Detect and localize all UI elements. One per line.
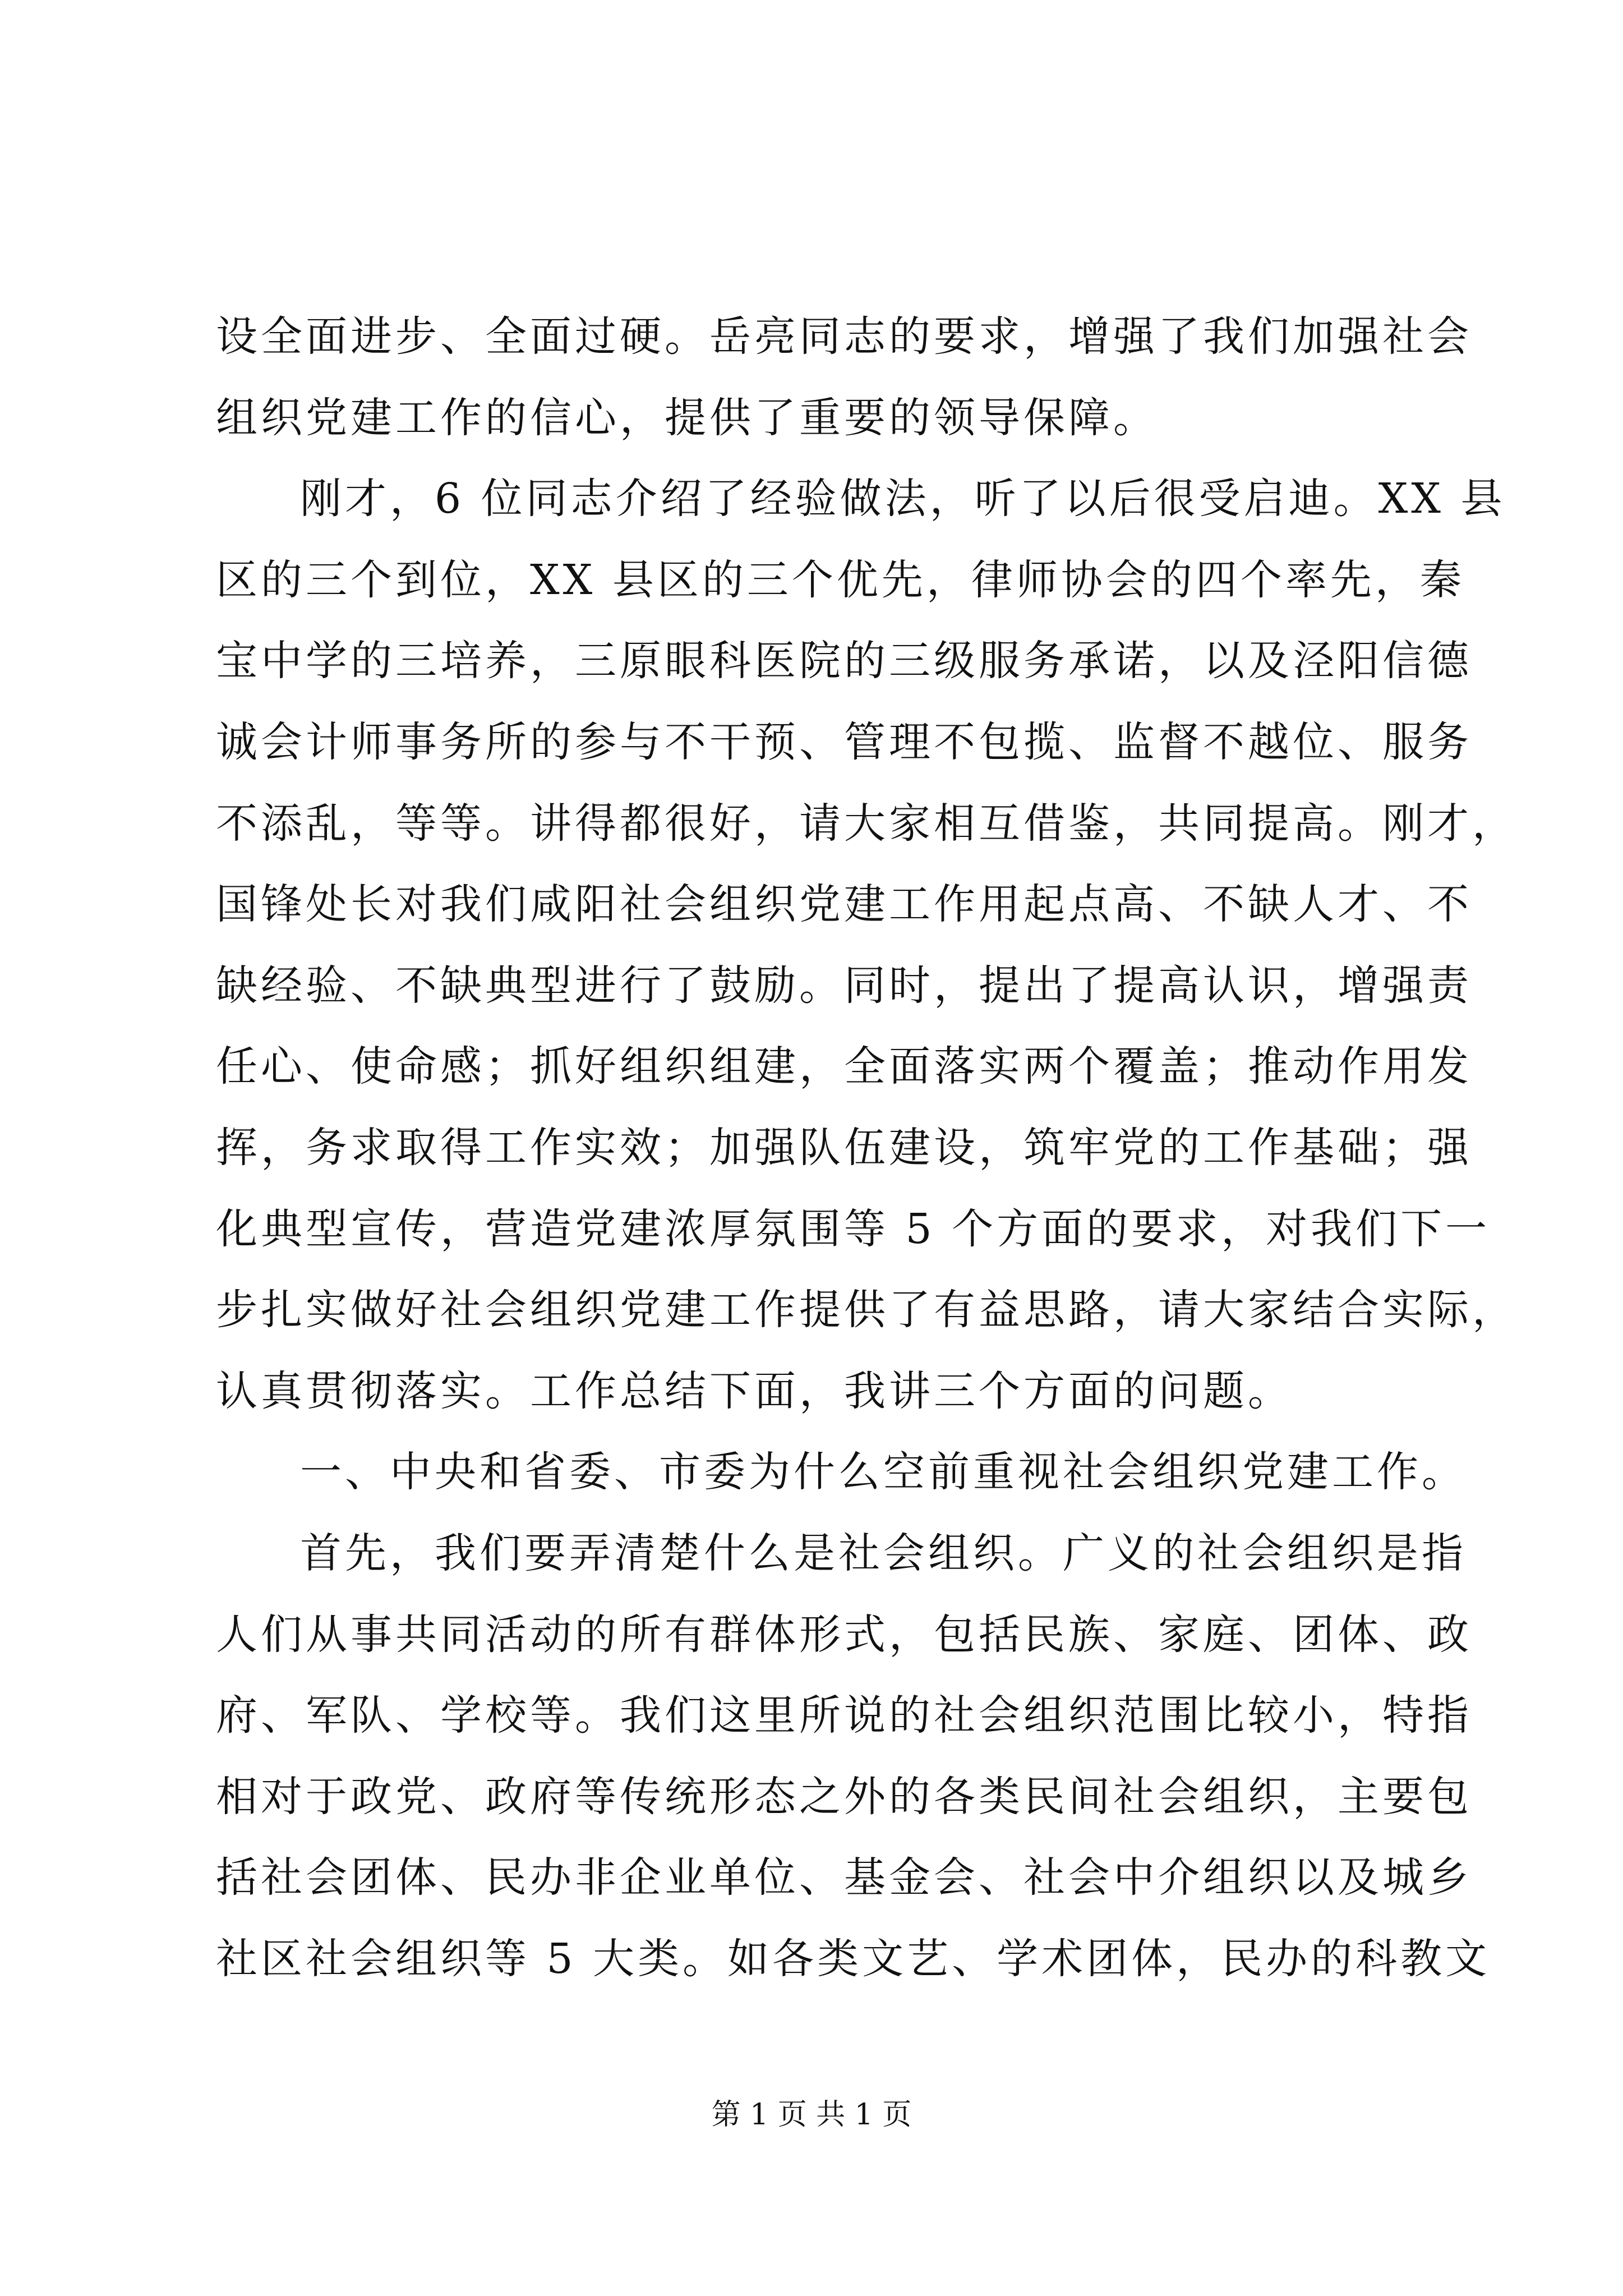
- text-line: 缺经验、不缺典型进行了鼓励。同时，提出了提高认识，增强责: [216, 961, 1472, 1010]
- paragraph-start-line: 刚才，6 位同志介绍了经验做法，听了以后很受启迪。XX 县: [300, 475, 1506, 523]
- document-body: [216, 296, 1517, 1999]
- text-line: 组织党建工作的信心，提供了重要的领导保障。: [216, 393, 1158, 442]
- section-heading: 一、中央和省委、市委为什么空前重视社会组织党建工作。: [300, 1448, 1467, 1497]
- text-line: 不添乱，等等。讲得都很好，请大家相互借鉴，共同提高。刚才，: [216, 799, 1517, 848]
- text-line: 认真贯彻落实。工作总结下面，我讲三个方面的问题。: [216, 1366, 1293, 1415]
- text-line: 任心、使命感；抓好组织组建，全面落实两个覆盖；推动作用发: [216, 1042, 1472, 1091]
- text-line: 步扎实做好社会组织党建工作提供了有益思路，请大家结合实际，: [216, 1286, 1517, 1335]
- text-line: 诚会计师事务所的参与不干预、管理不包揽、监督不越位、服务: [216, 717, 1472, 766]
- paragraph-start-line: 首先，我们要弄清楚什么是社会组织。广义的社会组织是指: [300, 1529, 1467, 1577]
- text-line: 国锋处长对我们咸阳社会组织党建工作用起点高、不缺人才、不: [216, 880, 1472, 929]
- text-line: 社区社会组织等 5 大类。如各类文艺、学术团体，民办的科教文: [216, 1934, 1491, 1983]
- text-line: 设全面进步、全面过硬。岳亮同志的要求，增强了我们加强社会: [216, 312, 1472, 361]
- page-number-footer: 第 1 页 共 1 页: [711, 2098, 912, 2132]
- text-line: 宝中学的三培养，三原眼科医院的三级服务承诺，以及泾阳信德: [216, 637, 1472, 685]
- text-line: 挥，务求取得工作实效；加强队伍建设，筑牢党的工作基础；强: [216, 1123, 1472, 1172]
- text-line: 相对于政党、政府等传统形态之外的各类民间社会组织，主要包: [216, 1772, 1472, 1821]
- text-line: 府、军队、学校等。我们这里所说的社会组织范围比较小，特指: [216, 1691, 1472, 1740]
- text-line: 化典型宣传，营造党建浓厚氛围等 5 个方面的要求，对我们下一: [216, 1204, 1491, 1253]
- text-line: 括社会团体、民办非企业单位、基金会、社会中介组织以及城乡: [216, 1853, 1472, 1902]
- text-line: 区的三个到位，XX 县区的三个优先，律师协会的四个率先，秦: [216, 555, 1465, 604]
- text-line: 人们从事共同活动的所有群体形式，包括民族、家庭、团体、政: [216, 1610, 1472, 1659]
